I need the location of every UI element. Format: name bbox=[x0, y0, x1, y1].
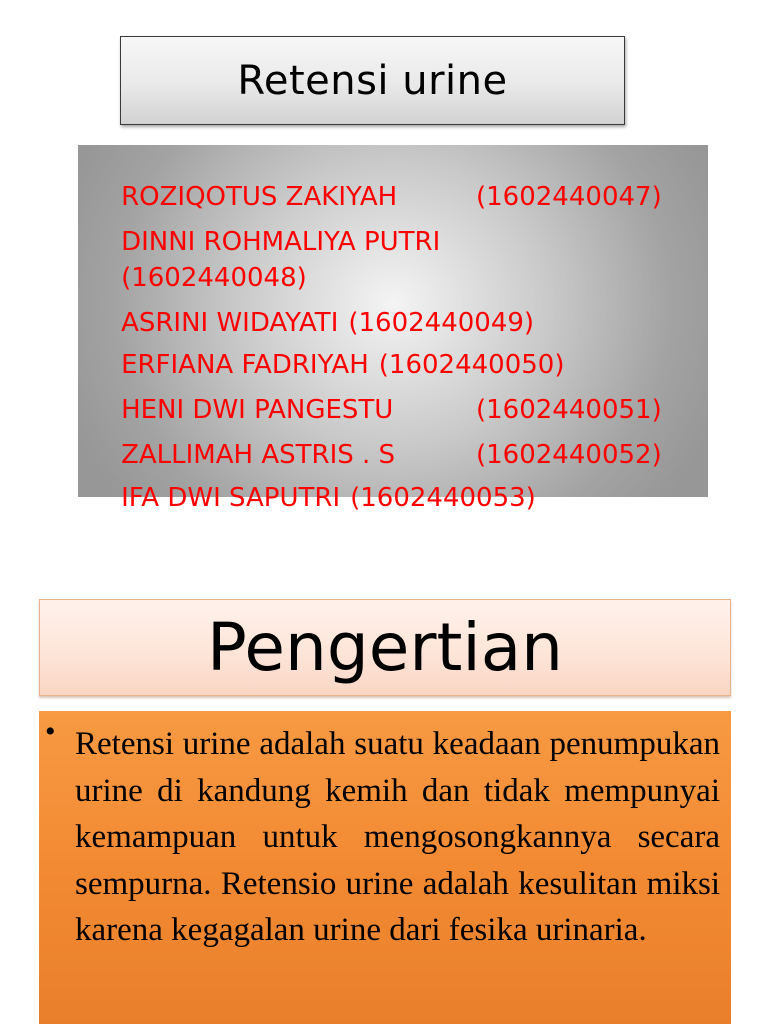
member-name: HENI DWI PANGESTU bbox=[121, 395, 394, 425]
member-id: (1602440050) bbox=[378, 350, 565, 380]
member-id: (1602440053) bbox=[350, 483, 536, 513]
member-name: IFA DWI SAPUTRI bbox=[121, 483, 341, 513]
bullet-icon: • bbox=[45, 715, 56, 748]
member-id: (1602440047) bbox=[476, 182, 662, 212]
section-heading-box bbox=[39, 599, 731, 696]
members-panel bbox=[78, 145, 708, 513]
member-name: ZALLIMAH ASTRIS . S bbox=[121, 440, 396, 470]
member-id: (1602440049) bbox=[348, 308, 535, 338]
member-item bbox=[88, 453, 536, 543]
member-name: ASRINI WIDAYATI bbox=[121, 308, 339, 338]
member-id: (1602440051) bbox=[476, 395, 662, 425]
member-id: (1602440052) bbox=[476, 440, 662, 470]
member-name: ERFIANA FADRIYAH bbox=[121, 350, 369, 380]
slide-title: Retensi urine bbox=[237, 57, 508, 104]
content-panel bbox=[39, 711, 731, 1024]
member-name: DINNI ROHMALIYA PUTRI bbox=[121, 227, 441, 257]
member-name: ROZIQOTUS ZAKIYAH bbox=[121, 182, 398, 212]
definition-text: Retensi urine adalah suatu keadaan penumpukan urine di kandung kemih dan tidak mempunyai kemampuan untuk mengosongkannya secara sempurna. Retensio urine adalah kesulitan miksi karena kegagalan urine dari fesika urinaria. bbox=[75, 726, 720, 948]
section-heading: Pengertian bbox=[206, 609, 563, 686]
member-id: (1602440048) bbox=[121, 263, 307, 293]
title-box bbox=[120, 36, 625, 125]
